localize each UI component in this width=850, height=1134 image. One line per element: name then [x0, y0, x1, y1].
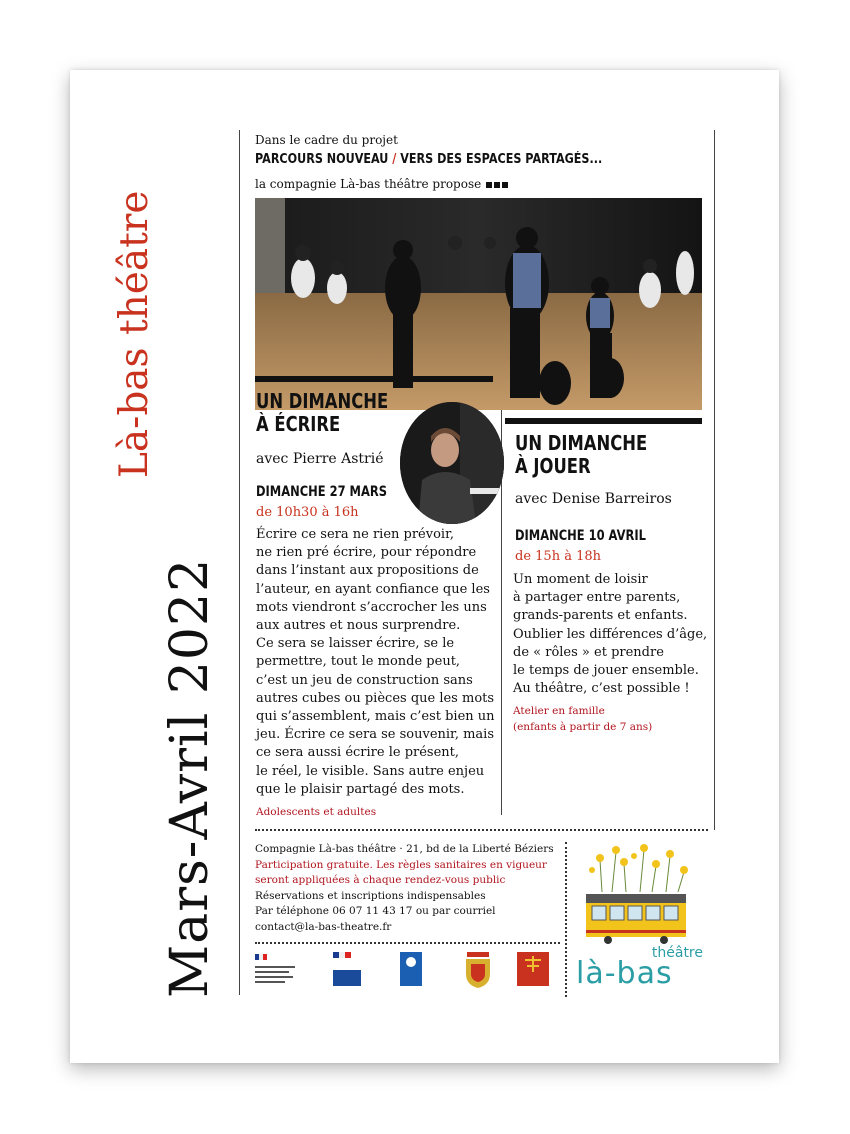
- contact-block: [255, 842, 554, 936]
- culture-region-logo: [400, 952, 422, 994]
- project-separator: /: [388, 152, 401, 167]
- dotted-vertical-separator: [565, 842, 567, 997]
- contact-phone: Par téléphone 06 07 11 43 17 ou par courriel: [255, 905, 496, 918]
- company-proposes-text: la compagnie Là-bas théâtre propose: [255, 177, 482, 191]
- left-title-line-1: UN DIMANCHE: [256, 389, 389, 413]
- project-part-1: PARCOURS NOUVEAU: [255, 152, 389, 167]
- left-title-line-2: À ÉCRIRE: [256, 412, 341, 436]
- contact-participation: Participation gratuite. Les règles sanitaires en vigueur: [255, 858, 547, 871]
- logo-theatre-word: théâtre: [651, 945, 703, 961]
- left-host: avec Pierre Astrié: [256, 451, 384, 467]
- project-part-2: VERS DES ESPACES PARTAGÉS...: [400, 152, 603, 167]
- right-section-title: [515, 432, 647, 478]
- company-vertical-title: Là-bas théâtre: [112, 190, 157, 478]
- right-hours: de 15h à 18h: [515, 549, 601, 564]
- contact-address: Compagnie Là-bas théâtre · 21, bd de la Liberté Béziers: [255, 843, 554, 855]
- left-hours: de 10h30 à 16h: [256, 505, 359, 520]
- right-rule: [714, 130, 715, 830]
- portrait-photo: [400, 402, 504, 524]
- dotted-separator-bottom: [255, 942, 560, 944]
- beziers-crest-logo: [465, 952, 491, 994]
- period-vertical-title: Mars-Avril 2022: [160, 557, 220, 998]
- logo-labas-word: là-bas: [576, 956, 673, 991]
- company-proposes: [255, 177, 510, 191]
- right-audience: Atelier en famille (enfants à partir de 7 ans): [513, 705, 653, 733]
- left-section-title: [256, 390, 388, 436]
- right-title-line-2: À JOUER: [515, 454, 591, 478]
- left-date: DIMANCHE 27 MARS: [256, 484, 387, 500]
- tram-flowers-illustration: [582, 842, 694, 947]
- right-description: Un moment de loisir à partager entre parents, grands-parents et enfants. Oublier les différences d’âge, de « rôles » et prendre le temps de jouer ensemble. Au théâtre, c’est possible !: [513, 572, 708, 697]
- right-section-bar: [505, 418, 702, 424]
- left-rule: [239, 130, 240, 995]
- left-description: Écrire ce sera ne rien prévoir, ne rien pré écrire, pour répondre dans l’instant aux propositions de l’auteur, en ayant confiance que les mots viendront s’accrocher les uns aux autres et nous surprendre. Ce sera se laisser écrire, se le permettre, tout le monde peut, c’est un jeu de construction sans autres cubes ou pièces que les mots qui s’assemblent, mais c’est bien un jeu. Écrire ce sera se souvenir, mais ce sera aussi écrire le présent, le réel, le visible. Sans autre enjeu que le plaisir partagé des mots.: [256, 527, 495, 797]
- right-date: DIMANCHE 10 AVRIL: [515, 528, 646, 544]
- culture-ministry-logo: [333, 952, 361, 994]
- dotted-separator: [255, 829, 708, 831]
- left-section-bar: [255, 376, 493, 382]
- right-title-line-1: UN DIMANCHE: [515, 431, 648, 455]
- prefecture-logo: [255, 952, 303, 994]
- contact-email: contact@la-bas-theatre.fr: [255, 920, 392, 933]
- labas-theatre-logo: [570, 945, 705, 997]
- intro-line: Dans le cadre du projet: [255, 133, 398, 147]
- left-audience: Adolescents et adultes: [256, 806, 377, 818]
- squares-ornament: [486, 177, 510, 191]
- contact-sanitary: seront appliquées à chaque rendez-vous public: [255, 874, 506, 887]
- contact-reservations: Réservations et inscriptions indispensables: [255, 889, 486, 902]
- right-host: avec Denise Barreiros: [515, 491, 672, 507]
- project-title: [255, 152, 602, 167]
- occitanie-region-logo: [517, 952, 549, 994]
